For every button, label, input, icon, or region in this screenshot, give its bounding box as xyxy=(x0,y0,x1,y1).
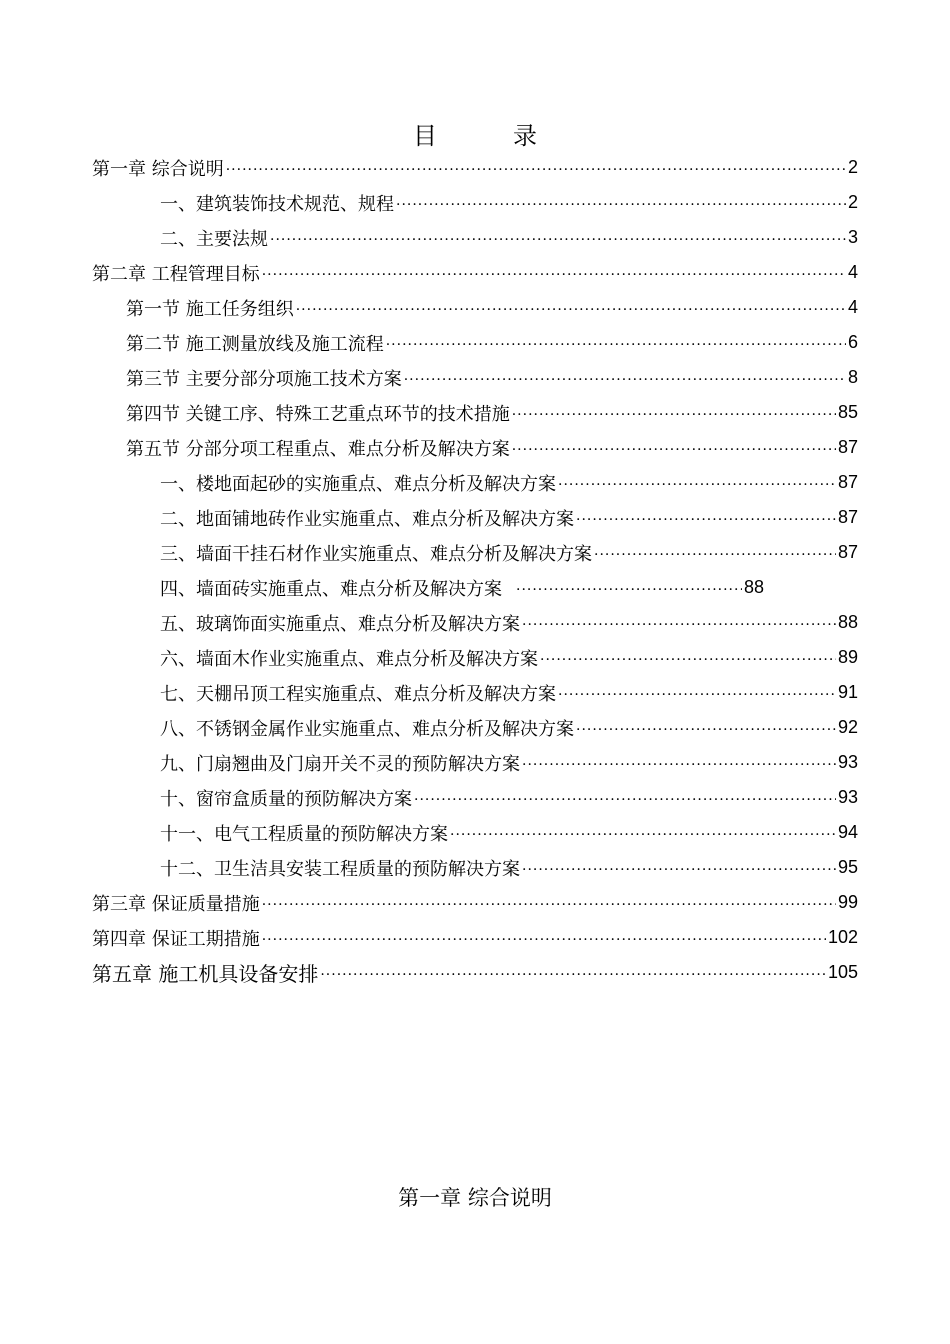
toc-entry-label: 十、窗帘盒质量的预防解决方案 xyxy=(160,788,412,810)
toc-entry[interactable] xyxy=(0,185,950,220)
toc-entry[interactable] xyxy=(0,780,950,815)
toc-entry-page: 93 xyxy=(837,787,858,807)
toc-entry-page: 3 xyxy=(847,227,858,247)
toc-entry-page: 94 xyxy=(837,822,858,842)
toc-entry[interactable] xyxy=(0,535,950,570)
toc-entry-label: 八、不锈钢金属作业实施重点、难点分析及解决方案 xyxy=(160,718,574,740)
toc-entry-label: 二、主要法规 xyxy=(160,228,268,250)
toc-entry-label: 四、墙面砖实施重点、难点分析及解决方案 xyxy=(160,578,502,600)
toc-entry[interactable] xyxy=(0,325,950,360)
toc-entry[interactable] xyxy=(0,850,950,885)
toc-leader-dots xyxy=(512,408,836,422)
toc-entry[interactable] xyxy=(0,570,950,605)
toc-leader-dots xyxy=(522,863,836,877)
toc-leader-dots xyxy=(522,758,836,772)
toc-entry-label: 二、地面铺地砖作业实施重点、难点分析及解决方案 xyxy=(160,508,574,530)
toc-entry-label: 十一、电气工程质量的预防解决方案 xyxy=(160,823,448,845)
toc-entry-page: 8 xyxy=(847,367,858,387)
toc-entry[interactable] xyxy=(0,885,950,920)
toc-entry[interactable] xyxy=(0,465,950,500)
table-of-contents xyxy=(0,150,950,990)
toc-entry-label: 第一节 施工任务组织 xyxy=(126,298,294,320)
toc-leader-dots xyxy=(576,513,836,527)
toc-leader-dots xyxy=(558,478,836,492)
toc-entry[interactable] xyxy=(0,815,950,850)
toc-leader-dots xyxy=(576,723,836,737)
toc-entry-page: 91 xyxy=(837,682,858,702)
toc-entry[interactable] xyxy=(0,395,950,430)
toc-entry[interactable] xyxy=(0,430,950,465)
toc-entry-label: 第三节 主要分部分项施工技术方案 xyxy=(126,368,402,390)
toc-leader-dots xyxy=(320,968,826,982)
toc-entry-page: 105 xyxy=(827,962,858,982)
toc-leader-dots xyxy=(386,338,846,352)
toc-leader-dots xyxy=(226,163,846,177)
toc-entry-label: 九、门扇翘曲及门扇开关不灵的预防解决方案 xyxy=(160,753,520,775)
toc-entry-page: 93 xyxy=(837,752,858,772)
toc-entry[interactable] xyxy=(0,220,950,255)
toc-entry-page: 2 xyxy=(847,192,858,212)
toc-entry[interactable] xyxy=(0,640,950,675)
toc-leader-dots xyxy=(404,373,846,387)
toc-entry-label: 第四节 关键工序、特殊工艺重点环节的技术措施 xyxy=(126,403,510,425)
toc-leader-dots xyxy=(262,933,826,947)
toc-entry-label: 第五章 施工机具设备安排 xyxy=(92,962,319,986)
toc-entry-label: 第二章 工程管理目标 xyxy=(92,263,260,285)
toc-entry-label: 第一章 综合说明 xyxy=(92,158,224,180)
toc-entry-page: 87 xyxy=(837,507,858,527)
toc-entry[interactable] xyxy=(0,920,950,955)
toc-entry-label: 十二、卫生洁具安装工程质量的预防解决方案 xyxy=(160,858,520,880)
toc-leader-dots xyxy=(512,443,836,457)
toc-entry-page: 92 xyxy=(837,717,858,737)
toc-leader-dots xyxy=(262,898,836,912)
toc-entry-label: 第三章 保证质量措施 xyxy=(92,893,260,915)
toc-leader-dots xyxy=(522,618,836,632)
toc-entry-page: 95 xyxy=(837,857,858,877)
toc-leader-dots xyxy=(450,828,836,842)
toc-entry-page: 2 xyxy=(847,157,858,177)
toc-leader-dots xyxy=(396,198,846,212)
toc-entry[interactable] xyxy=(0,500,950,535)
toc-entry[interactable] xyxy=(0,745,950,780)
toc-entry-label: 一、楼地面起砂的实施重点、难点分析及解决方案 xyxy=(160,473,556,495)
toc-title: 目 录 xyxy=(413,122,563,150)
toc-leader-dots xyxy=(270,233,846,247)
toc-leader-dots xyxy=(262,268,846,282)
toc-leader-dots xyxy=(414,793,836,807)
toc-entry[interactable] xyxy=(0,955,950,990)
toc-entry[interactable] xyxy=(0,360,950,395)
toc-entry-page: 4 xyxy=(847,297,858,317)
toc-entry-page: 6 xyxy=(847,332,858,352)
toc-entry-label: 第五节 分部分项工程重点、难点分析及解决方案 xyxy=(126,438,510,460)
toc-entry-label: 六、墙面木作业实施重点、难点分析及解决方案 xyxy=(160,648,538,670)
toc-entry[interactable] xyxy=(0,150,950,185)
toc-entry-label: 三、墙面干挂石材作业实施重点、难点分析及解决方案 xyxy=(160,543,592,565)
toc-leader-dots xyxy=(558,688,836,702)
toc-entry-page: 88 xyxy=(837,612,858,632)
toc-entry-page: 87 xyxy=(837,472,858,492)
toc-leader-dots xyxy=(296,303,846,317)
toc-leader-dots xyxy=(516,583,742,597)
toc-entry-page: 88 xyxy=(744,577,765,597)
toc-entry-page: 99 xyxy=(837,892,858,912)
toc-entry-page: 87 xyxy=(837,542,858,562)
toc-entry[interactable] xyxy=(0,675,950,710)
toc-entry-label: 一、建筑装饰技术规范、规程 xyxy=(160,193,394,215)
toc-entry-label: 五、玻璃饰面实施重点、难点分析及解决方案 xyxy=(160,613,520,635)
toc-entry[interactable] xyxy=(0,290,950,325)
toc-entry-page: 87 xyxy=(837,437,858,457)
toc-entry[interactable] xyxy=(0,255,950,290)
toc-leader-dots xyxy=(594,548,836,562)
toc-entry[interactable] xyxy=(0,710,950,745)
toc-entry-page: 4 xyxy=(847,262,858,282)
toc-entry-page: 85 xyxy=(837,402,858,422)
toc-leader-dots xyxy=(540,653,836,667)
toc-entry-page: 102 xyxy=(827,927,858,947)
toc-entry[interactable] xyxy=(0,605,950,640)
toc-entry-label: 七、天棚吊顶工程实施重点、难点分析及解决方案 xyxy=(160,683,556,705)
toc-entry-page: 89 xyxy=(837,647,858,667)
chapter-heading: 第一章 综合说明 xyxy=(398,1186,552,1210)
toc-entry-label: 第二节 施工测量放线及施工流程 xyxy=(126,333,384,355)
toc-entry-label: 第四章 保证工期措施 xyxy=(92,928,260,950)
